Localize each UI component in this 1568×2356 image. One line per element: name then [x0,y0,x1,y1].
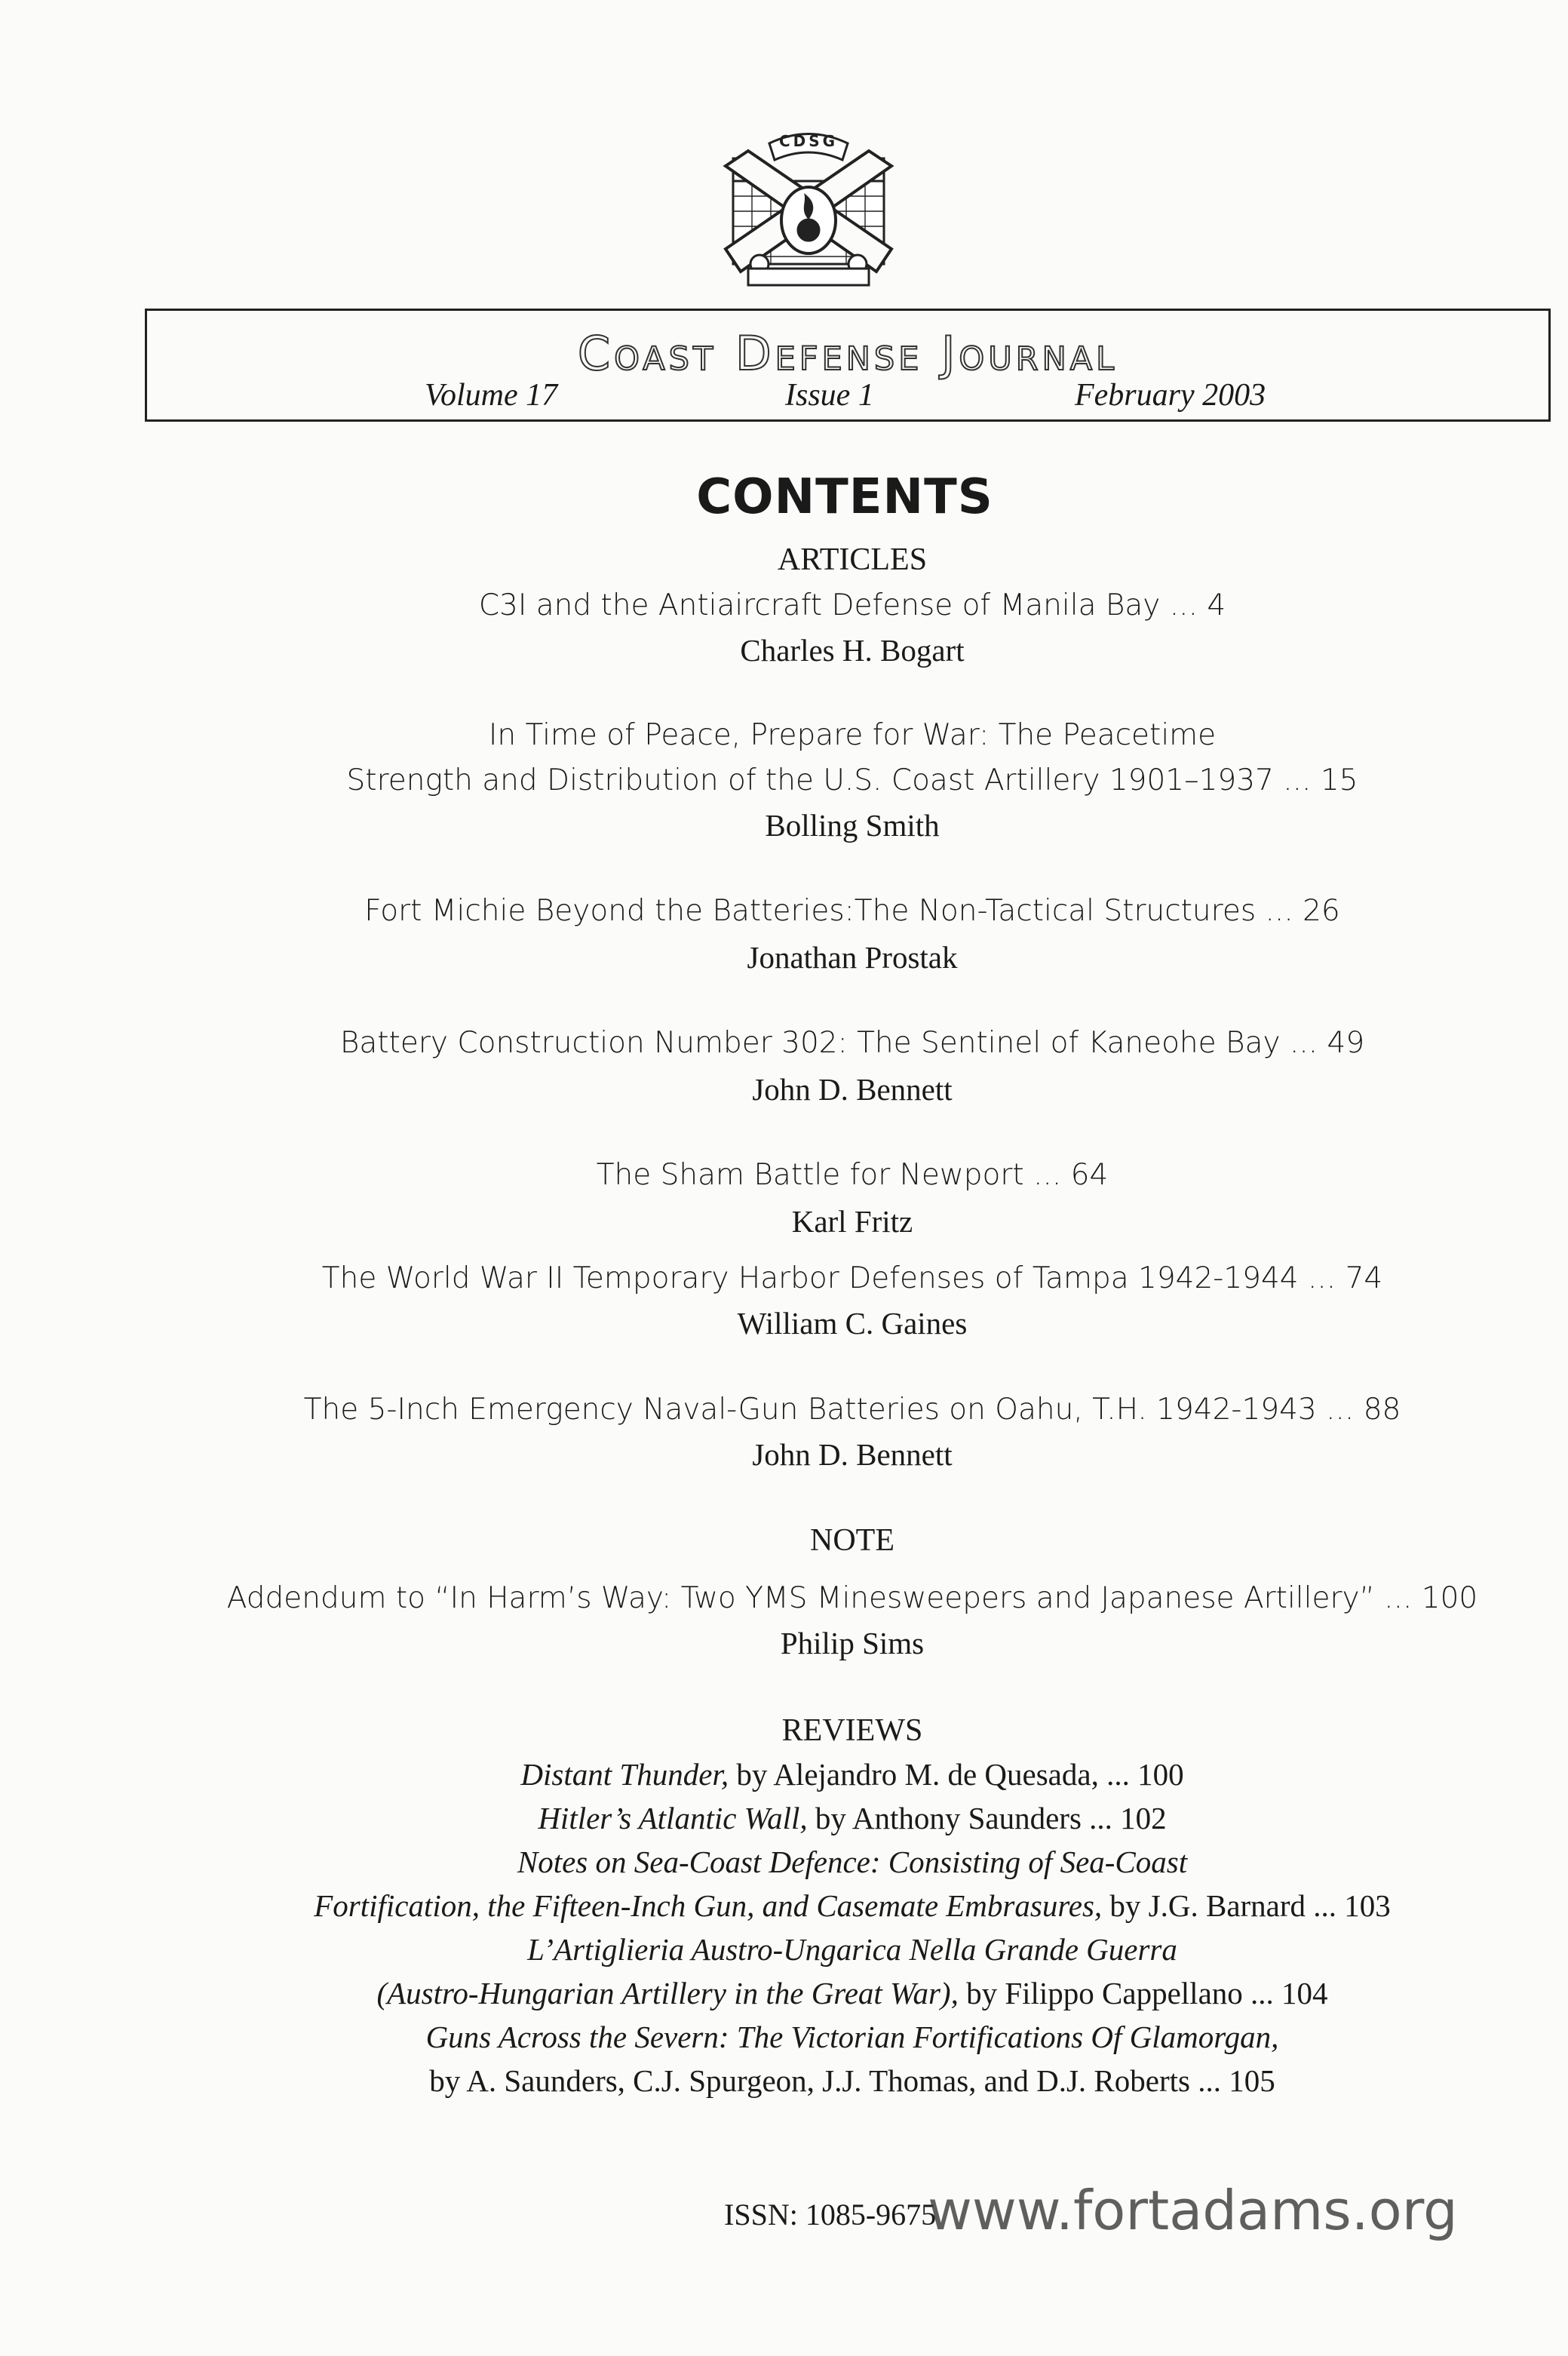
journal-title: Coast Defense Journal [577,326,1118,381]
volume-label: Volume 17 [425,378,558,413]
article-author: John D. Bennett [752,1072,953,1107]
review-title: Notes on Sea-Coast Defence: Consisting of Sea-Coast [517,1845,1188,1879]
review-title: (Austro-Hungarian Artillery in the Great War), [376,1976,959,2010]
review-title: Guns Across the Severn: The Victorian Fortifications Of Glamorgan, [425,2020,1279,2054]
review-detail: by Filippo Cappellano ... 104 [958,1976,1328,2010]
date-label: February 2003 [1075,378,1266,413]
review-entry [0,1756,1568,1792]
article-author: Bolling Smith [765,808,940,843]
article-title: C3I and the Antiaircraft Defense of Manila Bay ... 4 [478,588,1226,622]
review-entry [0,2063,1568,2099]
issue-label: Issue 1 [785,378,874,413]
reviews-heading: REVIEWS [781,1713,923,1748]
review-entry [0,1888,1568,1924]
review-title: Distant Thunder, [520,1757,729,1792]
contents-heading: CONTENTS [696,469,993,525]
review-entry [0,1800,1568,1836]
review-detail: by J.G. Barnard ... 103 [1102,1888,1391,1923]
watermark: www.fortadams.org [928,2179,1458,2242]
logo-text: CDSG [778,132,839,150]
articles-heading: ARTICLES [777,542,928,577]
review-detail: by Anthony Saunders ... 102 [807,1801,1167,1835]
review-entry [0,1844,1568,1880]
note-author: Philip Sims [780,1626,925,1660]
review-detail: by A. Saunders, C.J. Spurgeon, J.J. Thomas, and D.J. Roberts ... 105 [429,2063,1275,2098]
article-title: The Sham Battle for Newport ... 64 [596,1158,1109,1192]
article-title: Battery Construction Number 302: The Sentinel of Kaneohe Bay ... 49 [339,1026,1365,1060]
masthead-box [145,309,1551,422]
article-author: Karl Fritz [791,1204,913,1239]
cdsg-crest-logo [718,121,899,296]
issn-number: ISSN: 1085-9675 [724,2198,937,2232]
article-author: John D. Bennett [752,1437,953,1472]
article-title: Strength and Distribution of the U.S. Coast Artillery 1901–1937 ... 15 [346,763,1358,797]
article-author: Jonathan Prostak [747,940,958,975]
review-title: Fortification, the Fifteen-Inch Gun, and Casemate Embrasures, [314,1888,1103,1923]
review-entry [0,1975,1568,2011]
article-title: In Time of Peace, Prepare for War: The Peacetime [488,718,1217,752]
review-entry [0,1931,1568,1967]
article-author: William C. Gaines [737,1306,968,1341]
article-title: The World War II Temporary Harbor Defenses of Tampa 1942-1944 ... 74 [321,1261,1383,1295]
note-title: Addendum to “In Harm’s Way: Two YMS Minesweepers and Japanese Artillery” ... 100 [226,1581,1478,1615]
article-author: Charles H. Bogart [740,633,965,668]
review-title: L’Artiglieria Austro-Ungarica Nella Grande Guerra [527,1932,1177,1967]
article-title: Fort Michie Beyond the Batteries:The Non-Tactical Structures ... 26 [364,894,1340,928]
review-detail: by Alejandro M. de Quesada, ... 100 [729,1757,1184,1792]
review-entry [0,2019,1568,2055]
review-title: Hitler’s Atlantic Wall, [538,1801,808,1835]
article-title: The 5-Inch Emergency Naval-Gun Batteries on Oahu, T.H. 1942-1943 ... 88 [303,1393,1401,1427]
note-heading: NOTE [810,1523,894,1558]
